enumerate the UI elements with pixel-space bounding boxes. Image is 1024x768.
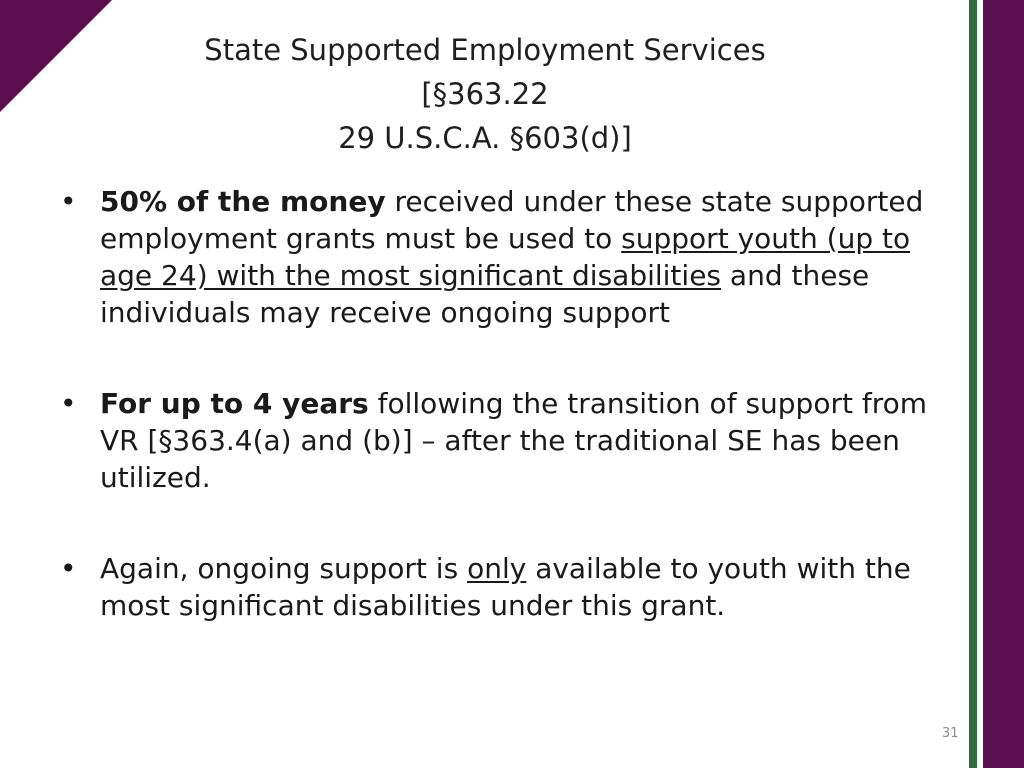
bullet-item-1 bbox=[60, 183, 960, 331]
bullet-icon: • bbox=[60, 185, 77, 218]
side-stripe-green bbox=[969, 0, 977, 768]
side-stripe-purple bbox=[983, 0, 1024, 768]
bullet-list bbox=[60, 183, 960, 624]
bullet-1-bold: 50% of the money bbox=[100, 185, 386, 218]
bullet-3-text-b: available to youth with the most significant disabilities under this grant. bbox=[100, 552, 911, 622]
slide-title bbox=[0, 28, 970, 160]
bullet-icon: • bbox=[60, 387, 77, 420]
bullet-icon: • bbox=[60, 552, 77, 585]
bullet-item-3 bbox=[60, 550, 960, 624]
title-line-2: [§363.22 bbox=[421, 77, 549, 111]
slide-number: 31 bbox=[942, 726, 959, 741]
bullet-2-text-a: following the transition of support from VR [§363.4(a) and (b)] – after the traditional SE has been utilized. bbox=[100, 387, 928, 494]
title-line-1: State Supported Employment Services bbox=[204, 33, 766, 67]
title-line-3: 29 U.S.C.A. §603(d)] bbox=[338, 121, 632, 155]
bullet-3-underlined: only bbox=[467, 552, 527, 585]
bullet-1-text-a: received under these state supported employment grants must be used to bbox=[100, 185, 924, 255]
bullet-1-underlined: support youth (up to age 24) with the most significant disabilities bbox=[100, 222, 911, 292]
bullet-item-2 bbox=[60, 385, 960, 496]
bullet-1-text-b: and these individuals may receive ongoing support bbox=[100, 259, 870, 329]
bullet-2-bold: For up to 4 years bbox=[100, 387, 369, 420]
bullet-3-text-a: Again, ongoing support is bbox=[100, 552, 468, 585]
